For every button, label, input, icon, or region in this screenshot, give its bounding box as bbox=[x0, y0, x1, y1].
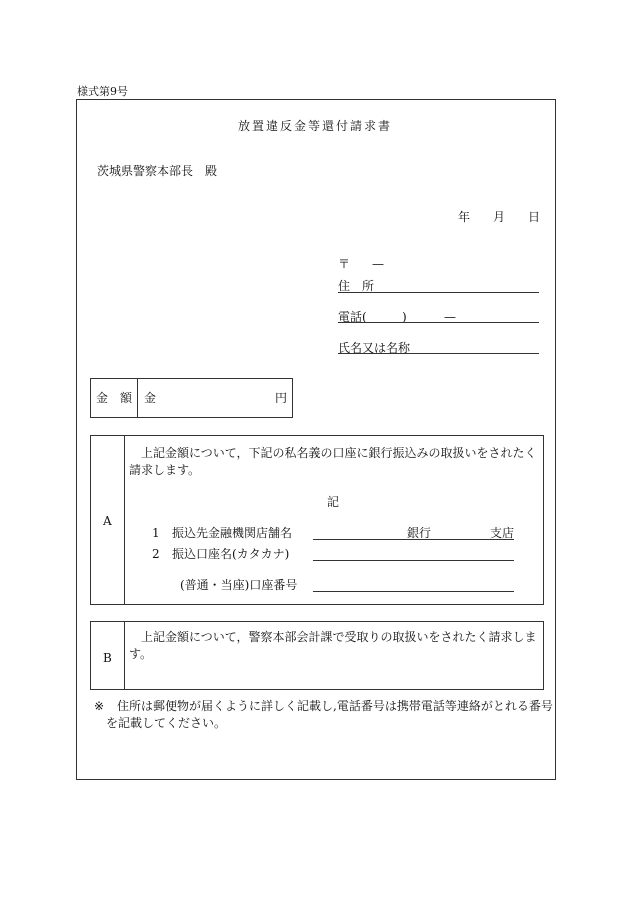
item2-label: 振込口座名(カタカナ) bbox=[172, 547, 290, 561]
date-year-label: 年 bbox=[458, 210, 471, 224]
item1-branch-suffix: 支店 bbox=[490, 526, 515, 540]
postal-dash: — bbox=[372, 257, 384, 271]
phone-dash: — bbox=[444, 310, 456, 324]
note-line2: を記載してください。 bbox=[106, 716, 227, 730]
item1-field-line[interactable] bbox=[313, 539, 514, 540]
item2-field-line[interactable] bbox=[313, 560, 514, 561]
address-field-line[interactable] bbox=[338, 292, 539, 293]
name-field-line[interactable] bbox=[338, 353, 539, 354]
date-day-label: 日 bbox=[528, 210, 541, 224]
amount-input-area[interactable] bbox=[158, 382, 270, 414]
phone-paren-close: ) bbox=[402, 310, 407, 324]
item1-number: 1 bbox=[152, 526, 160, 540]
option-a-divider bbox=[124, 435, 125, 605]
option-b-text: 上記金額について，警察本部会計課で受取りの取扱いをされたく請求します。 bbox=[129, 630, 537, 661]
amount-label: 金 額 bbox=[96, 391, 133, 405]
option-b-marker[interactable]: B bbox=[103, 651, 112, 665]
amount-box-divider bbox=[137, 378, 138, 418]
form-title: 放置違反金等還付請求書 bbox=[237, 119, 392, 133]
option-b-divider bbox=[124, 621, 125, 690]
name-label: 氏名又は名称 bbox=[338, 341, 411, 355]
phone-label: 電話( bbox=[338, 310, 367, 324]
amount-prefix: 金 bbox=[144, 391, 157, 405]
option-a-marker[interactable]: A bbox=[103, 514, 112, 528]
item3-label: (普通・当座)口座番号 bbox=[180, 578, 298, 592]
address-label: 住 所 bbox=[338, 279, 375, 293]
phone-field-line[interactable] bbox=[338, 322, 539, 323]
note-mark: ※ bbox=[94, 699, 105, 713]
note-line1: 住所は郵便物が届くように詳しく記載し,電話番号は携帯電話等連絡がとれる番号 bbox=[117, 699, 553, 713]
item2-number: 2 bbox=[152, 547, 160, 561]
item1-bank-suffix: 銀行 bbox=[407, 526, 432, 540]
amount-unit: 円 bbox=[275, 391, 288, 405]
postal-mark: 〒 bbox=[338, 257, 351, 271]
item3-field-line[interactable] bbox=[313, 591, 514, 592]
item1-label: 振込先金融機関店舗名 bbox=[172, 526, 293, 540]
form-number: 様式第9号 bbox=[77, 85, 128, 98]
option-a-ki: 記 bbox=[327, 495, 340, 509]
option-a-text: 上記金額について，下記の私名義の口座に銀行振込みの取扱いをされたく請求します。 bbox=[129, 446, 537, 477]
date-month-label: 月 bbox=[493, 210, 506, 224]
addressee: 茨城県警察本部長 殿 bbox=[97, 164, 218, 178]
